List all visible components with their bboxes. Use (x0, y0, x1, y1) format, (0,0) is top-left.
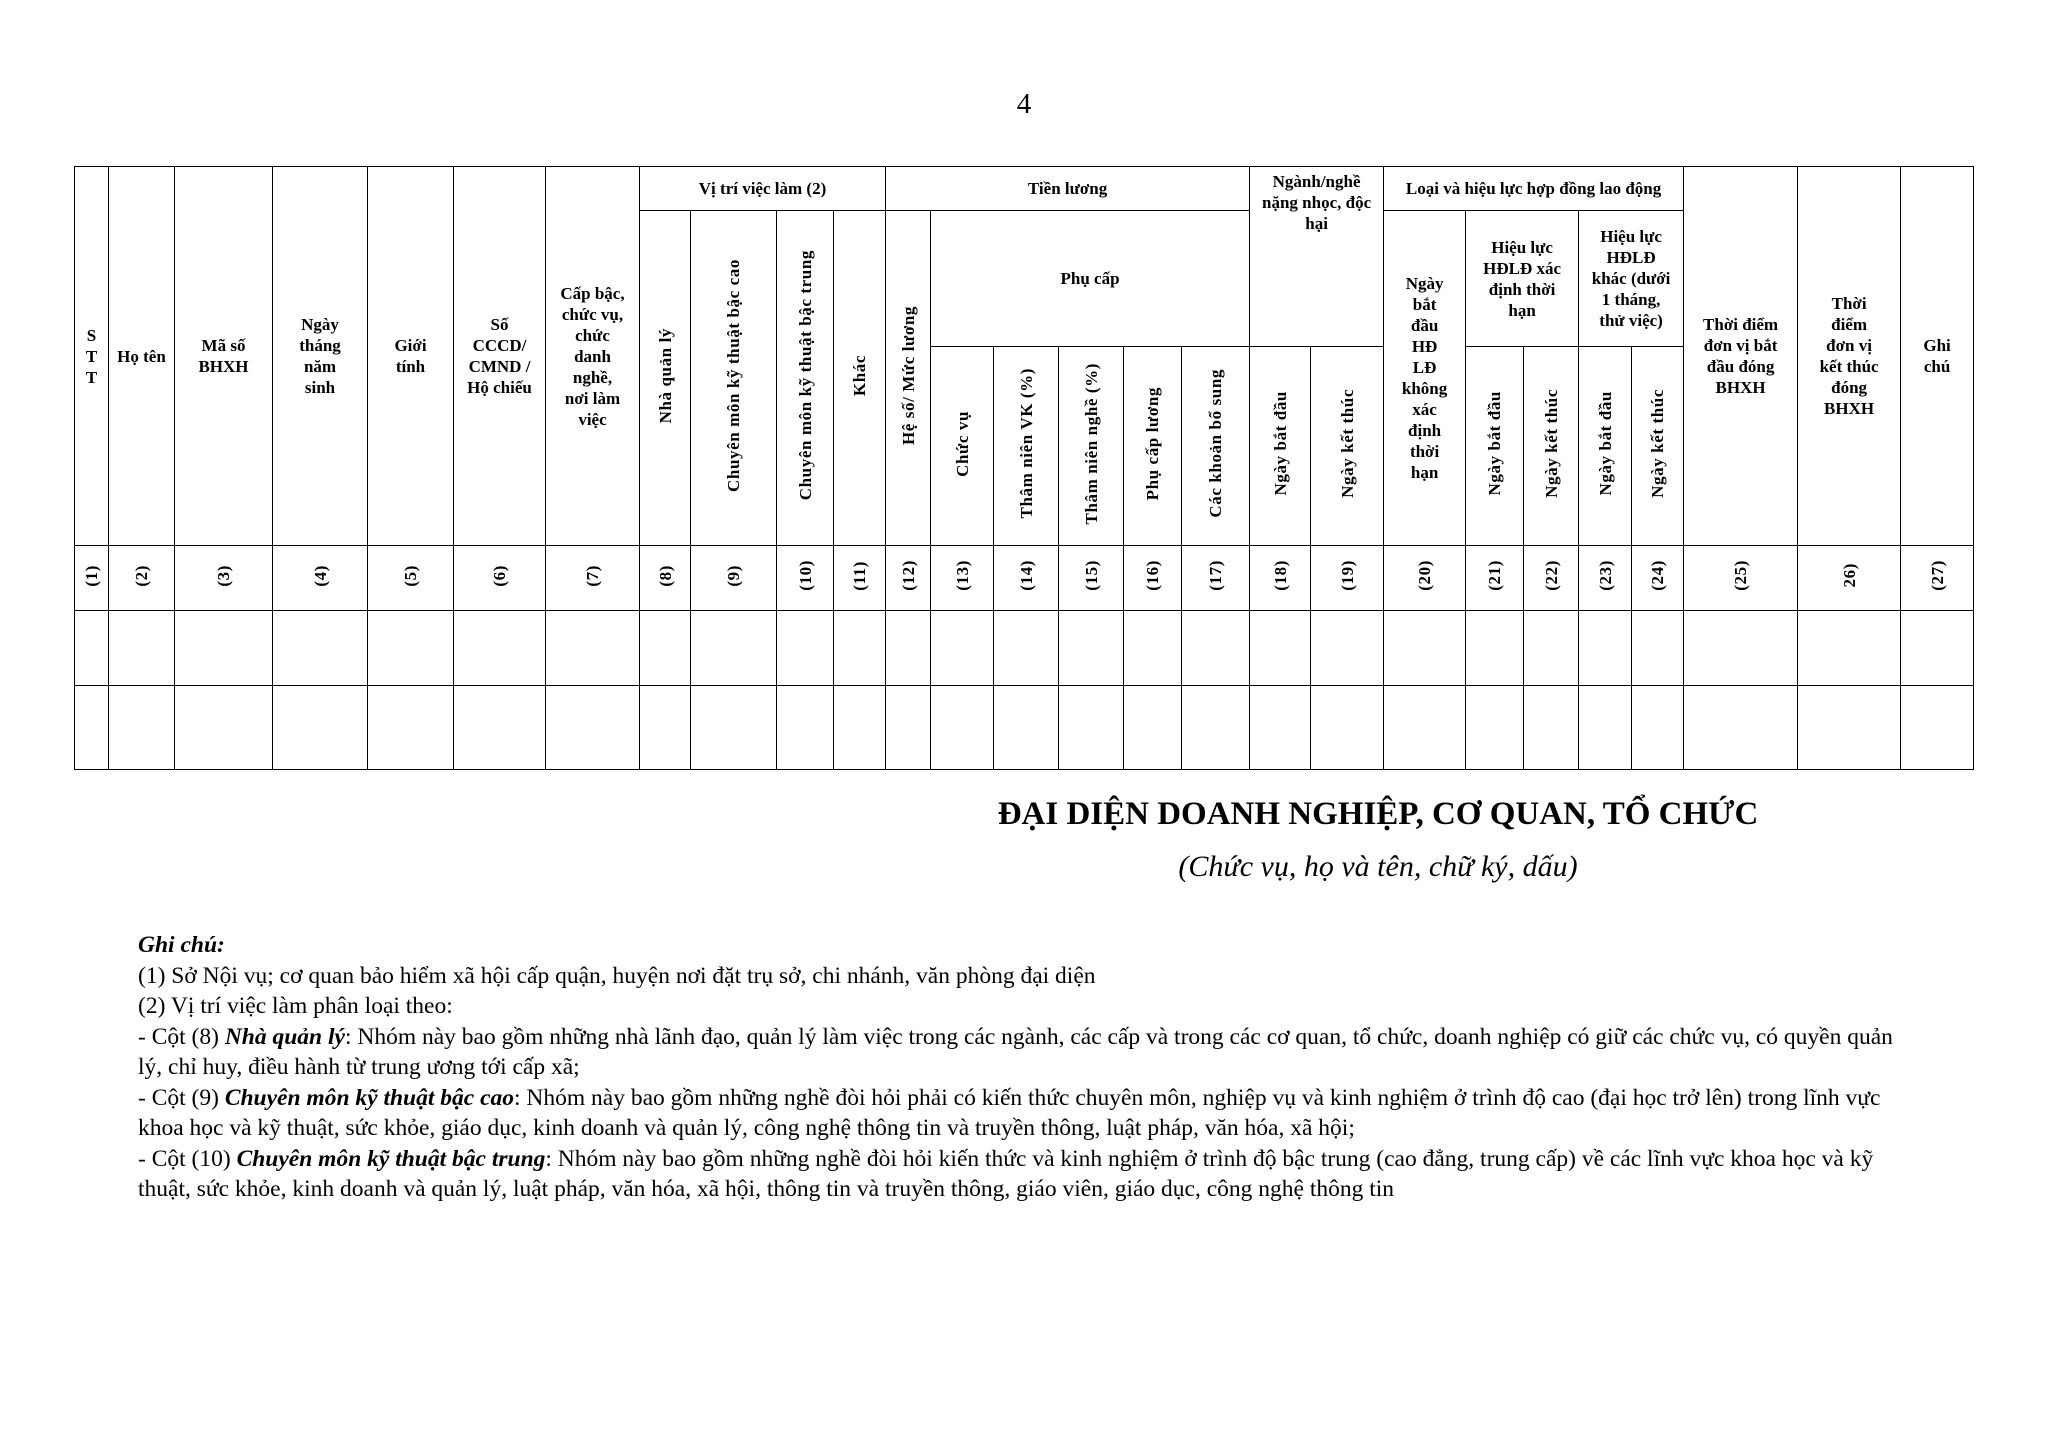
column-number: (17) (1206, 560, 1226, 591)
column-number: (13) (952, 560, 972, 591)
header-label: Ngày bắt đầu (1270, 391, 1290, 496)
column-number: (1) (82, 564, 101, 587)
table-cell[interactable] (546, 686, 640, 770)
header-xd-ngay-ket-thuc (1524, 347, 1579, 546)
signature-title: ĐẠI DIỆN DOANH NGHIỆP, CƠ QUAN, TỔ CHỨC (997, 796, 1759, 832)
column-number: (21) (1485, 560, 1505, 591)
header-cap-bac: Cấp bậc, chức vụ, chức danh nghề, nơi làm việc (546, 167, 640, 546)
note-term: Chuyên môn kỹ thuật bậc trung (236, 1145, 546, 1172)
table-cell[interactable] (1684, 611, 1798, 686)
table-cell[interactable] (1124, 686, 1182, 770)
column-number-cell (1524, 546, 1579, 611)
column-number: (6) (490, 564, 509, 587)
column-number-cell (1311, 546, 1384, 611)
column-number: (9) (724, 564, 743, 587)
column-number-cell (1182, 546, 1250, 611)
column-number: (5) (401, 564, 420, 587)
header-tham-nien-nghe (1059, 347, 1124, 546)
table-cell[interactable] (273, 611, 368, 686)
table-cell[interactable] (691, 686, 777, 770)
page-number: 4 (1016, 88, 1032, 120)
column-number-cell (931, 546, 994, 611)
note-term: Nhà quản lý (224, 1023, 345, 1050)
group-vi-tri-viec-lam: Vị trí việc làm (2) (640, 167, 886, 211)
table-cell[interactable] (1632, 611, 1684, 686)
column-number-cell (1250, 546, 1311, 611)
header-cmkt-bac-cao (691, 211, 777, 546)
header-hd-khong-xac-dinh: Ngày bắt đầu HĐ LĐ không xác định thời hạn (1384, 211, 1466, 546)
header-stt: S T T (75, 167, 109, 546)
column-number-cell (1901, 546, 1974, 611)
column-number: (8) (655, 564, 675, 587)
column-number: (2) (132, 564, 151, 587)
column-number-cell (640, 546, 691, 611)
table-cell[interactable] (1384, 686, 1466, 770)
header-ma-so-bhxh: Mã số BHXH (175, 167, 273, 546)
header-label: Ngày bắt đầu (1595, 391, 1615, 496)
column-number-cell (273, 546, 368, 611)
column-number-cell (1579, 546, 1632, 611)
table-cell[interactable] (886, 611, 931, 686)
table-cell[interactable] (886, 686, 931, 770)
table-cell[interactable] (109, 686, 175, 770)
column-number: (24) (1648, 560, 1668, 591)
group-phu-cap: Phụ cấp (931, 211, 1250, 347)
column-number-cell (368, 546, 454, 611)
header-label: Ngày bắt đầu (1485, 391, 1505, 496)
header-ghi-chu: Ghi chú (1901, 167, 1974, 546)
column-number-cell (546, 546, 640, 611)
table-cell[interactable] (1311, 611, 1384, 686)
table-cell[interactable] (75, 611, 109, 686)
header-label: Thâm niên nghề (%) (1081, 362, 1101, 525)
header-label: Nhà quản lý (655, 327, 675, 424)
header-nganh-ngay-bat-dau (1250, 347, 1311, 546)
table-cell[interactable] (1124, 611, 1182, 686)
column-number: (10) (795, 560, 815, 591)
group-hl-xac-dinh: Hiệu lực HĐLĐ xác định thời hạn (1466, 211, 1579, 347)
table-cell[interactable] (1059, 686, 1124, 770)
column-number-cell (1384, 546, 1466, 611)
column-number: (12) (898, 560, 918, 591)
table-cell[interactable] (1250, 611, 1311, 686)
column-number: 26) (1839, 563, 1859, 588)
table-cell[interactable] (931, 686, 994, 770)
table-cell[interactable] (273, 686, 368, 770)
column-number-cell (1466, 546, 1524, 611)
column-number-cell (834, 546, 886, 611)
column-number-cell (1798, 546, 1901, 611)
table-cell[interactable] (175, 611, 273, 686)
column-number: (14) (1016, 560, 1036, 591)
column-number: (27) (1927, 560, 1947, 591)
table-cell[interactable] (454, 686, 546, 770)
table-cell[interactable] (1182, 611, 1250, 686)
table-cell[interactable] (777, 686, 834, 770)
table-cell[interactable] (834, 611, 886, 686)
column-number: (15) (1081, 560, 1101, 591)
table-cell[interactable] (1579, 611, 1632, 686)
header-tham-nien-vk (994, 347, 1059, 546)
header-label: Khác (850, 354, 869, 397)
column-number-cell (886, 546, 931, 611)
note-col-8 (138, 1022, 1913, 1083)
column-number-cell (175, 546, 273, 611)
table-cell[interactable] (109, 611, 175, 686)
note-2: (2) Vị trí việc làm phân loại theo: (138, 993, 453, 1019)
table-cell[interactable] (175, 686, 273, 770)
group-nganh-nghe: Ngành/nghề nặng nhọc, độc hại (1250, 167, 1384, 347)
header-label: Phụ cấp lương (1143, 386, 1163, 501)
table-cell[interactable] (931, 611, 994, 686)
note-prefix: - Cột (8) (138, 1023, 225, 1050)
table-cell[interactable] (1901, 611, 1974, 686)
header-khac (834, 211, 886, 546)
note-term: Chuyên môn kỹ thuật bậc cao (224, 1084, 515, 1111)
table-cell[interactable] (1684, 686, 1798, 770)
note-col-10 (138, 1144, 1913, 1205)
header-gioi-tinh: Giới tính (368, 167, 454, 546)
note-text: : Nhóm này bao gồm những nghề đòi hỏi kiến thức và kinh nghiệm ở trình độ bậc trung (cao đẳng, trung cấp) về các lĩnh vực khoa học và kỹ thuật, sức khỏe, kinh doanh và quản lý, luật pháp, văn hóa, xã hội, thông tin và truyền thông, giáo viên, giáo dục, công nghệ thông tin (138, 1145, 1874, 1202)
column-number: (16) (1143, 560, 1163, 591)
header-so-cccd: Số CCCD/ CMND / Hộ chiếu (454, 167, 546, 546)
table-cell[interactable] (546, 611, 640, 686)
table-cell[interactable] (1798, 611, 1901, 686)
table-cell[interactable] (1384, 611, 1466, 686)
header-label: Thâm niên VK (%) (1016, 368, 1036, 519)
column-number-cell (691, 546, 777, 611)
header-phu-cap-luong (1124, 347, 1182, 546)
table-cell[interactable] (1059, 611, 1124, 686)
note-text: : Nhóm này bao gồm những nhà lãnh đạo, quản lý làm việc trong các ngành, các cấp và trong các cơ quan, tổ chức, doanh nghiệp có giữ các chức vụ, có quyền quản lý, chỉ huy, điều hành từ trung ương tới cấp xã; (138, 1023, 1893, 1080)
column-number-cell (109, 546, 175, 611)
header-nha-quan-ly (640, 211, 691, 546)
header-he-so (886, 211, 931, 546)
column-number: (19) (1337, 560, 1357, 591)
table-cell[interactable] (1250, 686, 1311, 770)
header-label: Các khoản bổ sung (1206, 369, 1226, 518)
table-cell[interactable] (640, 611, 691, 686)
table-cell[interactable] (1182, 686, 1250, 770)
column-number-cell (1632, 546, 1684, 611)
column-number: (20) (1415, 560, 1435, 591)
table-cell[interactable] (1798, 686, 1901, 770)
table-row (75, 686, 1974, 770)
group-hl-khac: Hiệu lực HĐLĐ khác (dưới 1 tháng, thử việc) (1579, 211, 1684, 347)
column-number-cell (1059, 546, 1124, 611)
table-cell[interactable] (1579, 686, 1632, 770)
header-label: Chức vụ (952, 410, 972, 477)
header-label: Chuyên môn kỹ thuật bậc trung (795, 250, 815, 501)
header-ngay-sinh: Ngày tháng năm sinh (273, 167, 368, 546)
table-cell[interactable] (75, 686, 109, 770)
header-xd-ngay-bat-dau (1466, 347, 1524, 546)
header-row-1 (75, 167, 1974, 211)
table-cell[interactable] (994, 686, 1059, 770)
header-label: Ngày kết thúc (1648, 389, 1668, 498)
header-khac-ngay-bat-dau (1579, 347, 1632, 546)
column-number: (23) (1595, 560, 1615, 591)
column-number-cell (777, 546, 834, 611)
column-number-cell (75, 546, 109, 611)
column-number-cell (454, 546, 546, 611)
table-cell[interactable] (368, 686, 454, 770)
table-cell[interactable] (1466, 611, 1524, 686)
table-cell[interactable] (640, 686, 691, 770)
column-number: (3) (214, 564, 233, 587)
table-cell[interactable] (1901, 686, 1974, 770)
header-nganh-ngay-ket-thuc (1311, 347, 1384, 546)
table-cell[interactable] (1632, 686, 1684, 770)
notes-heading: Ghi chú: (138, 932, 225, 958)
header-ho-ten: Họ tên (109, 167, 175, 546)
column-number: (4) (310, 564, 330, 587)
table-cell[interactable] (994, 611, 1059, 686)
notes-section (138, 930, 1913, 1205)
header-khac-ngay-ket-thuc (1632, 347, 1684, 546)
table-cell[interactable] (1466, 686, 1524, 770)
note-prefix: - Cột (9) (138, 1084, 225, 1111)
table-row (75, 611, 1974, 686)
header-label: Ngày kết thúc (1337, 389, 1357, 498)
note-1: (1) Sở Nội vụ; cơ quan bảo hiểm xã hội cấp quận, huyện nơi đặt trụ sở, chi nhánh, văn phòng đại diện (138, 962, 1096, 989)
table-cell[interactable] (691, 611, 777, 686)
column-number: (25) (1731, 560, 1751, 591)
table-cell[interactable] (454, 611, 546, 686)
header-chuc-vu (931, 347, 994, 546)
header-thoi-diem-bat-dau: Thời điểm đơn vị bắt đầu đóng BHXH (1684, 167, 1798, 546)
header-label: Hệ số/ Mức lương (898, 305, 918, 446)
column-number-cell (1124, 546, 1182, 611)
header-cac-khoan-bo-sung (1182, 347, 1250, 546)
table-cell[interactable] (834, 686, 886, 770)
table-cell[interactable] (777, 611, 834, 686)
header-thoi-diem-ket-thuc: Thời điểm đơn vị kết thúc đóng BHXH (1798, 167, 1901, 546)
column-number: (11) (850, 560, 869, 591)
table-cell[interactable] (1311, 686, 1384, 770)
header-label: Chuyên môn kỹ thuật bậc cao (724, 259, 743, 492)
column-number-cell (994, 546, 1059, 611)
table-cell[interactable] (368, 611, 454, 686)
group-tien-luong: Tiền lương (886, 167, 1250, 211)
table-cell[interactable] (1524, 611, 1579, 686)
column-number-cell (1684, 546, 1798, 611)
column-number: (18) (1270, 560, 1290, 591)
column-number: (22) (1541, 560, 1561, 591)
column-number: (7) (583, 564, 602, 587)
table-cell[interactable] (1524, 686, 1579, 770)
signature-subtitle: (Chức vụ, họ và tên, chữ ký, dấu) (1178, 850, 1578, 883)
employee-report-table (74, 166, 1974, 770)
header-label: Ngày kết thúc (1541, 389, 1561, 498)
group-loai-hop-dong: Loại và hiệu lực hợp đồng lao động (1384, 167, 1684, 211)
note-text: : Nhóm này bao gồm những nghề đòi hỏi phải có kiến thức chuyên môn, nghiệp vụ và kinh nghiệm ở trình độ cao (đại học trở lên) trong lĩnh vực khoa học và kỹ thuật, sức khỏe, giáo dục, kinh doanh và quản lý, công nghệ thông tin và truyền thông, luật pháp, văn hóa, xã hội; (138, 1084, 1881, 1141)
column-number-row (75, 546, 1974, 611)
note-prefix: - Cột (10) (138, 1145, 237, 1172)
header-cmkt-bac-trung (777, 211, 834, 546)
note-col-9 (138, 1083, 1913, 1144)
